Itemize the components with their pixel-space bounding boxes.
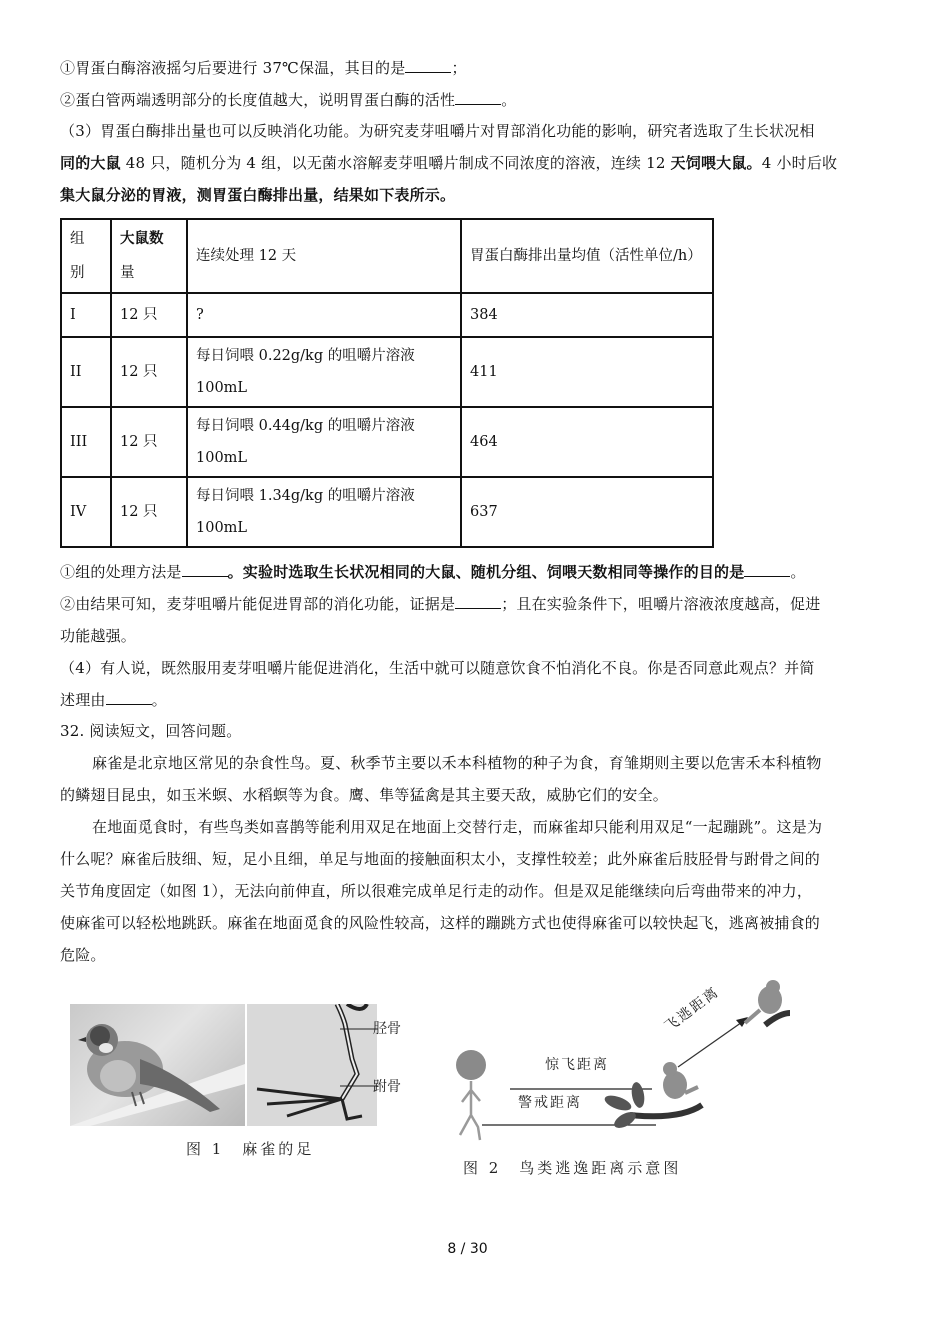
flight-arrow xyxy=(678,1020,745,1067)
question-3-line-3: 集大鼠分泌的胃液，测胃蛋白酶排出量，结果如下表所示。 xyxy=(60,186,456,204)
label-alert-distance: 警戒距离 xyxy=(518,1095,582,1111)
cell-group: III xyxy=(61,407,111,477)
header-group xyxy=(61,219,111,293)
text: 。 xyxy=(501,91,517,109)
figure-1-caption: 图 1 麻雀的足 xyxy=(186,1140,315,1158)
bird-on-branch-icon xyxy=(663,1062,698,1099)
bold-text: 。实验时选取生长状况相同的大鼠、随机分组、饲喂天数相同等操作的目的是 xyxy=(227,563,745,581)
cell-group: II xyxy=(61,337,111,407)
cell-count: 12 只 xyxy=(111,293,187,337)
passage-p2-line: 使麻雀可以轻松地跳跃。麻雀在地面觅食的风险性较高，这样的蹦跳方式也使得麻雀可以较快起飞，逃离被捕食的 xyxy=(60,914,821,932)
cell-group: IV xyxy=(61,477,111,547)
header-treatment: 连续处理 12 天 xyxy=(187,219,461,293)
treatment-volume: 100mL xyxy=(196,380,248,396)
cell-count: 12 只 xyxy=(111,477,187,547)
question-4-line-1: （4）有人说，既然服用麦芽咀嚼片能促进消化，生活中就可以随意饮食不怕消化不良。你是否同意此观点？并简 xyxy=(60,659,815,677)
passage-p1-line: 麻雀是北京地区常见的杂食性鸟。夏、秋季节主要以禾本科植物的种子为食，育雏期则主要以危害禾本科植物 xyxy=(92,754,822,772)
answer-blank[interactable] xyxy=(455,90,501,105)
text: ； xyxy=(451,59,467,77)
cell-value: 411 xyxy=(461,337,713,407)
header-value xyxy=(461,219,713,293)
results-table xyxy=(60,218,714,548)
header-text: 组别 xyxy=(70,231,85,281)
table-row xyxy=(61,293,713,337)
answer-blank[interactable] xyxy=(744,562,790,577)
bold-text: 同的大鼠 xyxy=(60,154,121,172)
sparrow-photo xyxy=(70,1004,245,1126)
answer-blank[interactable] xyxy=(405,58,451,73)
text: 4 小时后收 xyxy=(761,154,838,172)
passage-p2-line: 关节角度固定（如图 1），无法向前伸直，所以很难完成单足行走的动作。但是双足能继续向后弯曲带来的冲力， xyxy=(60,882,813,900)
cell-value: 637 xyxy=(461,477,713,547)
text: ②由结果可知，麦芽咀嚼片能促进胃部的消化功能，证据是 xyxy=(60,595,456,613)
table-row xyxy=(61,407,713,477)
question-3-line-2 xyxy=(60,153,883,173)
treatment-volume: 100mL xyxy=(196,450,248,466)
treatment-text: 每日饲喂 1.34g/kg 的咀嚼片溶液 xyxy=(196,488,415,504)
text: 48 只，随机分为 4 组，以无菌水溶解麦芽咀嚼片制成不同浓度的溶液，连续 12 xyxy=(120,154,671,172)
text: ；且在实验条件下，咀嚼片溶液浓度越高，促进 xyxy=(501,595,821,613)
treatment-text: 每日饲喂 0.22g/kg 的咀嚼片溶液 xyxy=(196,348,415,364)
text: 述理由 xyxy=(60,691,106,709)
cell-treatment xyxy=(187,407,461,477)
table-row xyxy=(61,477,713,547)
passage-p2-line: 在地面觅食时，有些鸟类如喜鹊等能利用双足在地面上交替行走，而麻雀却只能利用双足“一起蹦跳”。这是为 xyxy=(92,818,823,836)
treatment-volume: 100mL xyxy=(196,520,248,536)
bold-text: 天饲喂大鼠。 xyxy=(670,154,762,172)
cell-treatment: ? xyxy=(187,293,461,337)
text: ①组的处理方法是 xyxy=(60,563,182,581)
figure-2-escape-distance xyxy=(440,975,820,1165)
figure-2-caption: 图 2 鸟类逃逸距离示意图 xyxy=(463,1159,682,1177)
answer-blank[interactable] xyxy=(182,562,228,577)
cell-value: 384 xyxy=(461,293,713,337)
label-flight-distance: 飞逃距离 xyxy=(661,983,723,1036)
bird-in-tree-icon xyxy=(745,980,790,1025)
answer-blank[interactable] xyxy=(106,690,152,705)
cell-group: I xyxy=(61,293,111,337)
table-row xyxy=(61,337,713,407)
treatment-text: 每日饲喂 0.44g/kg 的咀嚼片溶液 xyxy=(196,418,415,434)
cell-treatment xyxy=(187,337,461,407)
header-text: 胃蛋白酶排出量均值（活性单位/h） xyxy=(470,248,702,264)
cell-count: 12 只 xyxy=(111,337,187,407)
question-line-2 xyxy=(60,90,883,110)
person-icon xyxy=(456,1050,486,1140)
cell-treatment xyxy=(187,477,461,547)
text: 。 xyxy=(151,691,167,709)
header-count xyxy=(111,219,187,293)
text: 。 xyxy=(790,563,806,581)
passage-p2-line: 危险。 xyxy=(60,946,106,964)
subquestion-1 xyxy=(60,562,883,582)
figure-1-sparrow-foot xyxy=(70,1004,377,1126)
text: ①胃蛋白酶溶液摇匀后要进行 37℃保温，其目的是 xyxy=(60,59,406,77)
sparrow-icon xyxy=(70,1004,245,1126)
question-line-1 xyxy=(60,58,883,78)
passage-p2-line: 什么呢？麻雀后肢细、短，足小且细，单足与地面的接触面积太小，支撑性较差；此外麻雀后肢胫骨与跗骨之间的 xyxy=(60,850,821,868)
header-text: 大鼠数量 xyxy=(120,231,164,281)
label-startle-distance: 惊飞距离 xyxy=(545,1057,609,1073)
cell-value: 464 xyxy=(461,407,713,477)
subquestion-2-cont: 功能越强。 xyxy=(60,627,137,645)
label-tarsus: 跗骨 xyxy=(373,1079,401,1095)
table-header-row xyxy=(61,219,713,293)
passage-p1-line: 的鳞翅目昆虫，如玉米螟、水稻螟等为食。鹰、隼等猛禽是其主要天敌，威胁它们的安全。 xyxy=(60,786,669,804)
label-tibia: 胫骨 xyxy=(373,1021,401,1037)
question-4-line-2 xyxy=(60,690,883,710)
subquestion-2 xyxy=(60,594,883,614)
text: ②蛋白管两端透明部分的长度值越大，说明胃蛋白酶的活性 xyxy=(60,91,456,109)
question-3-line-1: （3）胃蛋白酶排出量也可以反映消化功能。为研究麦芽咀嚼片对胃部消化功能的影响，研究者选取了生长状况相 xyxy=(60,122,815,140)
page-number: 8 / 30 xyxy=(447,1241,488,1257)
question-32-title: 32. 阅读短文，回答问题。 xyxy=(60,722,242,740)
cell-count: 12 只 xyxy=(111,407,187,477)
answer-blank[interactable] xyxy=(455,594,501,609)
